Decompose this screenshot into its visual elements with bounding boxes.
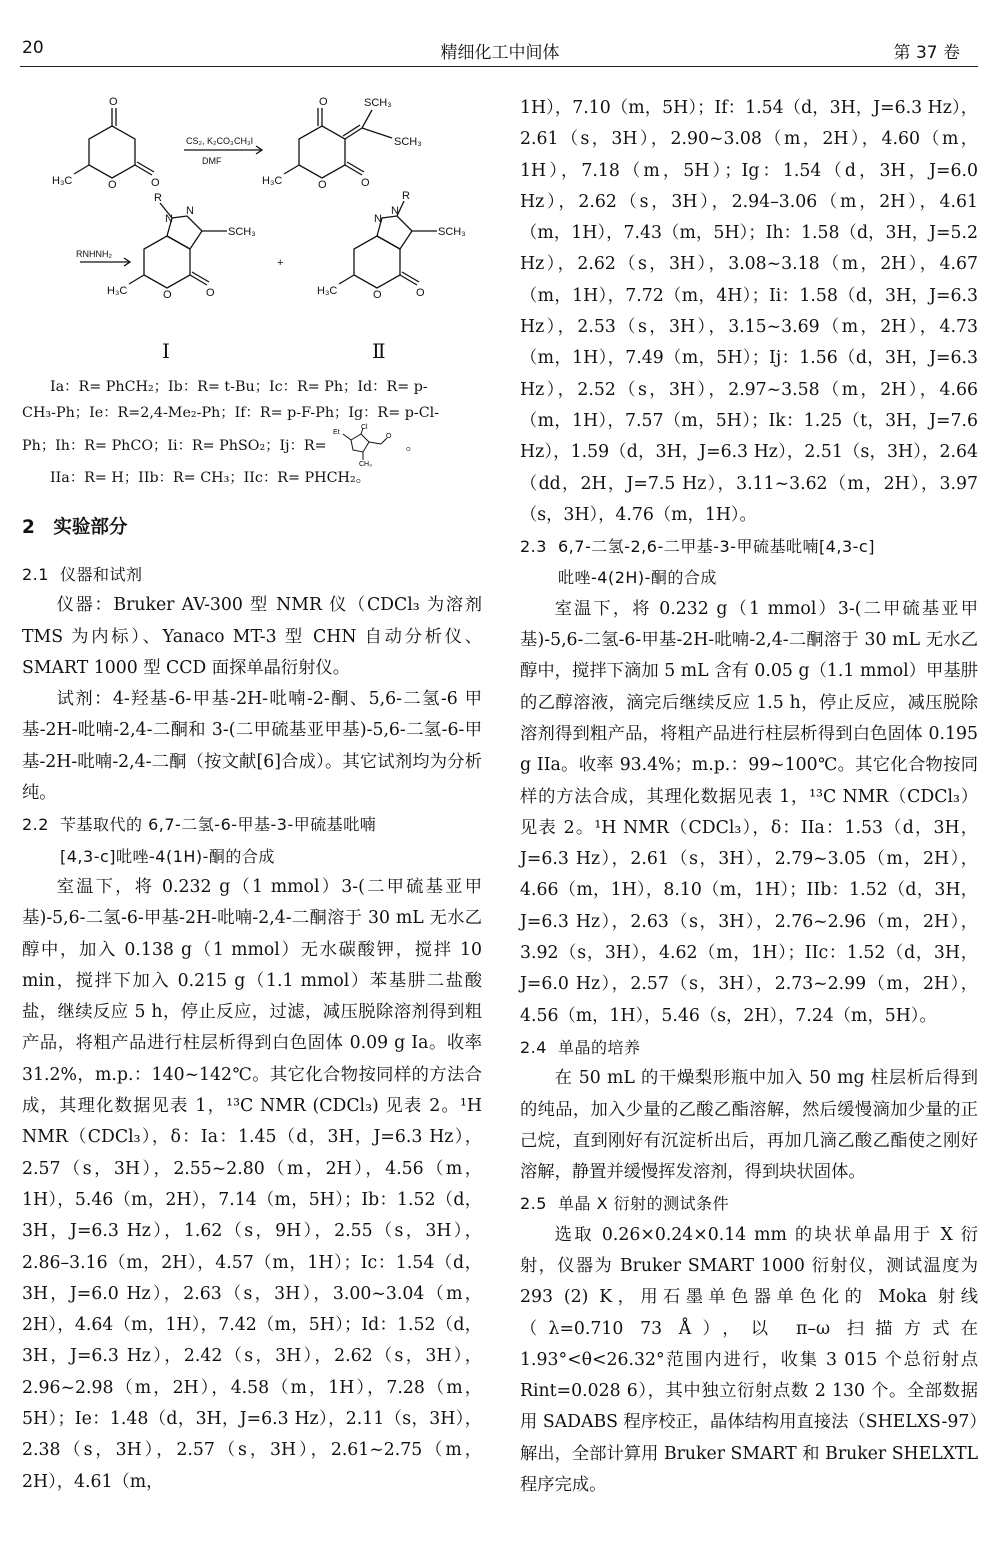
svg-text:O: O bbox=[318, 179, 327, 191]
svg-text:O: O bbox=[151, 177, 160, 189]
synthesis-I-paragraph: 室温下，将 0.232 g（1 mmol）3-(二甲硫基亚甲基)-5,6-二氢-6-甲基-2H-吡喃-2,4-二酮溶于 30 mL 无水乙醇中，加入 0.138 g（1 mmol）无水碳酸钾，搅拌 10 min，搅拌下加入 0.215 g（1.1 mmol）苯基肼二盐酸盐，继续反应 5 h，停止反应，过滤，减压脱除溶剂得到粗产品，将粗产品进行柱层析得到白色固体 0.09 g Ia。收率 31.2%，m.p.：140~142℃。其它化合物按同样的方法合成，其理化数据见表 1，¹³C NMR (CDCl₃) 见表 2。¹H NMR（CDCl₃），δ：Ia：1.45（d，3H，J=6.3 Hz），2.57（s，3H），2.55~2.80（m，2H），4.56（m，1H），5.46（m，2H），7.14（m，5H）；Ib：1.52（d，3H，J=6.3 Hz），1.62（s，9H），2.55（s，3H），2.86–3.16（m，2H），4.57（m，1H）；Ic：1.54（d，3H，J=6.0 Hz），2.63（s，3H），3.00~3.04（m，2H），4.64（m，1H），7.42（m，5H）；Id：1.52（d，3H，J=6.3 Hz），2.42（s，3H），2.62（s，3H），2.96~2.98（m，2H），4.58（m，1H），7.28（m，5H）；Ie：1.48（d，3H，J=6.3 Hz），2.11（s，3H），2.38（s，3H），2.57（s，3H），2.61~2.75（m，2H），4.61（m， bbox=[22, 876, 482, 1492]
svg-text:O: O bbox=[361, 177, 370, 189]
instruments-paragraph: 仪器：Bruker AV-300 型 NMR 仪（CDCl₃ 为溶剂 TMS 为内标）、Yanaco MT-3 型 CHN 自动分析仪、SMART 1000 型 CCD 面探单晶衍射仪。 bbox=[22, 595, 482, 678]
reagent-1b: DMF bbox=[202, 156, 222, 166]
page-number: 20 bbox=[22, 38, 44, 58]
atom-O: O bbox=[109, 96, 118, 108]
pyranopyrazole-I bbox=[144, 236, 190, 288]
svg-text:SCH₃: SCH₃ bbox=[394, 136, 422, 148]
svg-text:N: N bbox=[165, 213, 173, 225]
crystal-growth-paragraph: 在 50 mL 的干燥梨形瓶中加入 50 mg 柱层析后得到的纯品，加入少量的乙酸乙酯溶解，然后缓慢滴加少量的正己烷，直到刚好有沉淀析出后，再加几滴乙酸乙酯使之刚好溶解，静置并缓慢挥发溶剂，得到块状固体。 bbox=[520, 1068, 978, 1183]
label-compound-I: Ⅰ bbox=[162, 339, 170, 363]
svg-text:O: O bbox=[416, 287, 425, 299]
svg-text:H₃C: H₃C bbox=[52, 175, 73, 187]
header-rule bbox=[20, 66, 978, 67]
reaction-scheme bbox=[52, 88, 482, 373]
reagent-1: CS₂, K₂CO₃ bbox=[186, 136, 234, 146]
left-column: 2 实验部分 2.1 仪器和试剂 仪器：Bruker AV-300 型 NMR 仪（CDCl₃ 为溶剂 TMS 为内标）、Yanaco MT-3 型 CHN 自动分析仪、SMART 1000 型 CCD 面探单晶衍射仪。 试剂：4-羟基-6-甲基-2H-吡喃-2-酮、5,6-二氢-6 甲基-2H-吡喃-2,4-二酮和 3-(二甲硫基亚甲基)-5,6-二氢-6-甲基-2H-吡喃-2,4-二酮（按文献[6]合成）。其它试剂均为分析纯。 2.2 苄基取代的 6,7-二氢-6-甲基-3-甲硫基吡喃 [4,3-c]吡唑-4(1H)-酮的合成 室温下，将 0.232 g（1 mmol）3-(二甲硫基亚甲基)-5,6-二氢-6-甲基-2H-吡喃-2,4-二酮溶于 30 mL 无水乙醇中，加入 0.138 g（1 mmol）无水碳酸钾，搅拌 10 min，搅拌下加入 0.215 g（1.1 mmol）苯基肼二盐酸盐，继续反应 5 h，停止反应，过滤，减压脱除溶剂得到粗产品，将粗产品进行柱层析得到白色固体 0.09 g Ia。收率 31.2%，m.p.：140~142℃。其它化合物按同样的方法合成，其理化数据见表 1，¹³C NMR (CDCl₃) 见表 2。¹H NMR（CDCl₃），δ：Ia：1.45（d，3H，J=6.3 Hz），2.57（s，3H），2.55~2.80（m，2H），4.56（m，1H），5.46（m，2H），7.14（m，5H）；Ib：1.52（d，3H，J=6.3 Hz），1.62（s，9H），2.55（s，3H），2.86–3.16（m，2H），4.57（m，1H）；Ic：1.54（d，3H，J=6.0 Hz），2.63（s，3H），3.00~3.04（m，2H），4.64（m，1H），7.42（m，5H）；Id：1.52（d，3H，J=6.3 Hz），2.42（s，3H），2.62（s，3H），2.96~2.98（m，2H），4.58（m，1H），7.28（m，5H）；Ie：1.48（d，3H，J=6.3 Hz），2.11（s，3H），2.38（s，3H），2.57（s，3H），2.61~2.75（m，2H），4.61（m， bbox=[22, 513, 482, 1498]
svg-text:Cl: Cl bbox=[361, 424, 368, 431]
reagent-3: RNHNH₂ bbox=[76, 249, 112, 259]
svg-text:H₃C: H₃C bbox=[107, 285, 128, 297]
svg-text:N: N bbox=[391, 205, 399, 217]
svg-text:O: O bbox=[319, 96, 328, 108]
volume-label: 第 37 卷 bbox=[893, 43, 960, 63]
right-column: 1H），7.10（m，5H）；If：1.54（d，3H，J=6.3 Hz），2.61（s，3H），2.90~3.08（m，2H），4.60（m，1H），7.18（m，5H）；Ig：1.54（d，3H，J=6.0 Hz），2.62（s，3H），2.94–3.06（m，2H），4.61（m，1H），7.43（m，5H）；Ih：1.58（d，3H，J=5.2 Hz），2.62（s，3H），3.08~3.18（m，2H），4.67（m，1H），7.72（m，4H）；Ii：1.58（d，3H，J=6.3 Hz），2.53（s，3H），3.15~3.69（m，2H），4.73（m，1H），7.49（m，5H）；Ij：1.56（d，3H，J=6.3 Hz），2.52（s，3H），2.97~3.58（m，2H），4.66（m，1H），7.57（m，5H）；Ik：1.25（t，3H，J=7.6 Hz），1.59（d，3H，J=6.3 Hz），2.51（s，3H），2.64（dd，2H，J=7.5 Hz），3.11~3.62（m，2H），3.97（s，3H），4.76（m，1H）。 2.3 6,7-二氢-2,6-二甲基-3-甲硫基吡喃[4,3-c] 吡唑-4(2H)-酮的合成 室温下，将 0.232 g（1 mmol）3-(二甲硫基亚甲基)-5,6-二氢-6-甲基-2H-吡喃-2,4-二酮溶于 30 mL 无水乙醇中，搅拌下滴加 5 mL 含有 0.05 g（1.1 mmol）甲基肼的乙醇溶液，滴完后继续反应 1.5 h，停止反应，减压脱除溶剂得到粗产品，将粗产品进行柱层析得到白色固体 0.195 g IIa。收率 93.4%；m.p.：99~100℃。其它化合物按同样的方法合成，其理化数据见表 1，¹³C NMR（CDCl₃）见表 2。¹H NMR（CDCl₃），δ：IIa：1.53（d，3H，J=6.3 Hz），2.61（s，3H），2.79~3.05（m，2H），4.66（m，1H），8.10（m，1H）；IIb：1.52（d，3H，J=6.3 Hz），2.63（s，3H），2.76~2.96（m，2H），3.92（s，3H），4.62（m，1H）；IIc：1.52（d，3H，J=6.0 Hz），2.57（s，3H），2.73~2.99（m，2H），4.56（m，1H），5.46（s，2H），7.24（m，5H）。 2.4 单晶的培养 在 50 mL 的干燥梨形瓶中加入 50 mg 柱层析后得到的纯品，加入少量的乙酸乙酯溶解，然后缓慢滴加少量的正己烷，直到刚好有沉淀析出后，再加几滴乙酸乙酯使之刚好溶解，静置并缓慢挥发溶剂，得到块状固体。 2.5 单晶 X 衍射的测试条件 选取 0.26×0.24×0.14 mm 的块状单晶用于 X 衍射，仪器为 Bruker SMART 1000 衍射仪，测试温度为 293 (2) K，用石墨单色器单色化的 Moka 射线（λ=0.710 73 Å），以 π–ω 扫描方式在 1.93°<θ<26.32°范围内进行，收集 3 015 个总衍射点 Rint=0.028 6），其中独立衍射点数 2 130 个。全部数据用 SADABS 程序校正，晶体结构用直接法（SHELXS-97）解出，全部计算用 Bruker SMART 和 Bruker SHELXTL 程序完成。 bbox=[520, 93, 978, 1501]
svg-text:R: R bbox=[154, 192, 162, 204]
pyrazole-substituent-structure bbox=[331, 426, 401, 466]
svg-text:N: N bbox=[374, 213, 382, 225]
svg-text:Et: Et bbox=[333, 429, 340, 436]
reagents-paragraph: 试剂：4-羟基-6-甲基-2H-吡喃-2-酮、5,6-二氢-6 甲基-2H-吡喃-2,4-二酮和 3-(二甲硫基亚甲基)-5,6-二氢-6-甲基-2H-吡喃-2,4-二酮（按文献[6]合成）。其它试剂均为分析纯。 bbox=[22, 689, 482, 804]
subsection-2-3: 2.3 6,7-二氢-2,6-二甲基-3-甲硫基吡喃[4,3-c] bbox=[520, 537, 875, 557]
svg-text:O: O bbox=[373, 289, 382, 301]
xray-conditions-paragraph: 选取 0.26×0.24×0.14 mm 的块状单晶用于 X 衍射，仪器为 Bruker SMART 1000 衍射仪，测试温度为 293 (2) K，用石墨单色器单色化的 Moka 射线（λ=0.710 73 Å），以 π–ω 扫描方式在 1.93°<θ<26.32°范围内进行，收集 3 015 个总衍射点 Rint=0.028 6），其中独立衍射点数 2 130 个。全部数据用 SADABS 程序校正，晶体结构用直接法（SHELXS-97）解出，全部计算用 Bruker SMART 和 Bruker SHELXTL 程序完成。 bbox=[520, 1224, 978, 1496]
pyranone-ring-2 bbox=[299, 126, 345, 178]
pyranone-ring-1 bbox=[89, 126, 135, 178]
label-compound-II: Ⅱ bbox=[372, 339, 386, 363]
reagent-2: CH₃I bbox=[234, 136, 254, 146]
subsection-2-1: 2.1 仪器和试剂 bbox=[22, 565, 143, 584]
svg-text:R: R bbox=[402, 190, 410, 202]
pyranopyrazole-II bbox=[354, 236, 400, 288]
svg-text:N: N bbox=[186, 205, 194, 217]
section-2-heading: 2 实验部分 bbox=[22, 517, 128, 538]
plus-sign: + bbox=[277, 257, 284, 269]
svg-text:O: O bbox=[108, 179, 117, 191]
svg-text:O: O bbox=[386, 433, 392, 440]
svg-text:H₃C: H₃C bbox=[262, 175, 283, 187]
subsection-2-2: 2.2 苄基取代的 6,7-二氢-6-甲基-3-甲硫基吡喃 bbox=[22, 815, 377, 835]
nmr-continuation: 1H），7.10（m，5H）；If：1.54（d，3H，J=6.3 Hz），2.61（s，3H），2.90~3.08（m，2H），4.60（m，1H），7.18（m，5H）；Ig：1.54（d，3H，J=6.0 Hz），2.62（s，3H），2.94–3.06（m，2H），4.61（m，1H），7.43（m，5H）；Ih：1.58（d，3H，J=5.2 Hz），2.62（s，3H），3.08~3.18（m，2H），4.67（m，1H），7.72（m，4H）；Ii：1.58（d，3H，J=6.3 Hz），2.53（s，3H），3.15~3.69（m，2H），4.73（m，1H），7.49（m，5H）；Ij：1.56（d，3H，J=6.3 Hz），2.52（s，3H），2.97~3.58（m，2H），4.66（m，1H），7.57（m，5H）；Ik：1.25（t，3H，J=7.6 Hz），1.59（d，3H，J=6.3 Hz），2.51（s，3H），2.64（dd，2H，J=7.5 Hz），3.11~3.62（m，2H），3.97（s，3H），4.76（m，1H）。 bbox=[520, 98, 978, 525]
svg-text:CH₃: CH₃ bbox=[359, 461, 373, 468]
subsection-2-4: 2.4 单晶的培养 bbox=[520, 1037, 641, 1057]
svg-text:O: O bbox=[206, 287, 215, 299]
journal-title: 精细化工中间体 bbox=[440, 43, 560, 63]
atom-SCH3: SCH₃ bbox=[364, 97, 392, 109]
svg-text:SCH₃: SCH₃ bbox=[228, 226, 256, 238]
synthesis-II-paragraph: 室温下，将 0.232 g（1 mmol）3-(二甲硫基亚甲基)-5,6-二氢-6-甲基-2H-吡喃-2,4-二酮溶于 30 mL 无水乙醇中，搅拌下滴加 5 mL 含有 0.05 g（1.1 mmol）甲基肼的乙醇溶液，滴完后继续反应 1.5 h，停止反应，减压脱除溶剂得到粗产品，将粗产品进行柱层析得到白色固体 0.195 g IIa。收率 93.4%；m.p.：99~100℃。其它化合物按同样的方法合成，其理化数据见表 1，¹³C NMR（CDCl₃）见表 2。¹H NMR（CDCl₃），δ：IIa：1.53（d，3H，J=6.3 Hz），2.61（s，3H），2.79~3.05（m，2H），4.66（m，1H），8.10（m，1H）；IIb：1.52（d，3H，J=6.3 Hz），2.63（s，3H），2.76~2.96（m，2H），3.92（s，3H），4.62（m，1H）；IIc：1.52（d，3H，J=6.0 Hz），2.57（s，3H），2.73~2.99（m，2H），4.56（m，1H），5.46（s，2H），7.24（m，5H）。 bbox=[520, 598, 978, 1026]
svg-text:H₃C: H₃C bbox=[317, 285, 338, 297]
svg-text:SCH₃: SCH₃ bbox=[438, 226, 466, 238]
substituent-legend: Ia：R= PhCH₂；Ib：R= t-Bu；Ic：R= Ph；Id：R= p- CH₃-Ph；Ie：R=2,4-Me₂-Ph；If：R= p-F-Ph；Ig：R= p-Cl- Ph；Ih：R= PhCO；Ii：R= PhSO₂；Ij：R= Et Cl CH₃ O 。 IIa：R= H；IIb：R= CH₃；IIc：R= PHCH₂。 bbox=[22, 379, 440, 486]
svg-text:O: O bbox=[163, 289, 172, 301]
subsection-2-5: 2.5 单晶 X 衍射的测试条件 bbox=[520, 1194, 730, 1214]
